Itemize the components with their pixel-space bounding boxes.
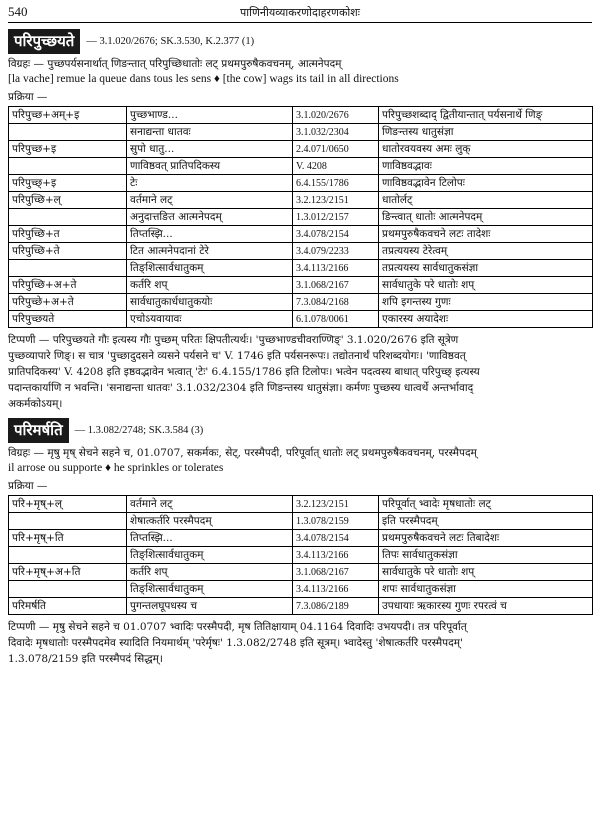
dictionary-entry: [8, 418, 592, 667]
table-row: [9, 496, 593, 513]
sutra-number-cell: 3.4.079/2233: [293, 243, 379, 260]
form-cell: परिपुच्छे+अ+ते: [9, 294, 127, 311]
sutra-number-cell: 3.1.068/2167: [293, 277, 379, 294]
form-cell: परिपुच्छ+अम्+इ: [9, 107, 127, 124]
sutra-references: — 1.3.082/2748; SK.3.584 (3): [74, 425, 204, 436]
derivation-table: [8, 106, 593, 328]
vigraha-line: विग्रहः — पुच्छपर्यसनार्थात् णिङन्तात् परिपुच्छिधातोः लट् प्रथमपुरुषैकवचनम्, आत्मनेपदम्: [8, 58, 342, 70]
entry-heading: [8, 418, 592, 443]
sutra-number-cell: 3.4.113/2166: [293, 547, 379, 564]
explanation-cell: सार्वधातुके परे धातोः शप्: [379, 277, 593, 294]
form-cell: [9, 209, 127, 226]
sutra-number-cell: 3.4.078/2154: [293, 530, 379, 547]
table-row: [9, 277, 593, 294]
form-cell: [9, 547, 127, 564]
running-title: पाणिनीयव्याकरणोदाहरणकोशः: [240, 6, 360, 19]
table-row: [9, 243, 593, 260]
explanation-cell: उपधायाः ऋकारस्य गुणः रपरत्वं च: [379, 598, 593, 615]
form-cell: परि+मृष्+ल्: [9, 496, 127, 513]
table-row: [9, 598, 593, 615]
commentary-note: [8, 332, 592, 412]
explanation-cell: शपः सार्वधातुकसंज्ञा: [379, 581, 593, 598]
sutra-number-cell: 3.4.113/2166: [293, 581, 379, 598]
page-header: [8, 4, 592, 23]
sutra-references: — 3.1.020/2676; SK.3.530, K.2.377 (1): [86, 36, 255, 47]
commentary-note: [8, 619, 592, 667]
sutra-cell: तिप्तस्झि...: [127, 226, 293, 243]
explanation-cell: परिपूर्वात् भ्वादेः मृषधातोः लट्: [379, 496, 593, 513]
sutra-cell: एचोऽयवायावः: [127, 311, 293, 328]
form-cell: [9, 581, 127, 598]
sutra-cell: पुच्छभाण्ड...: [127, 107, 293, 124]
headword: परिपुच्छयते: [8, 29, 80, 54]
sutra-cell: तिङ्शित्सार्वधातुकम्: [127, 547, 293, 564]
note-line: अकर्मकोऽयम्।: [8, 398, 63, 410]
sutra-cell: णाविष्ठवत् प्रातिपदिकस्य: [127, 158, 293, 175]
explanation-cell: एकारस्य अयादेशः: [379, 311, 593, 328]
vigraha-line: विग्रहः — मृषु मृष् सेचने सहने च, 01.0707, सकर्मकः, सेट्, परस्मैपदी, परिपूर्वात् धातोः लट् प्रथमपुरुषैकवचनम्, परस्मैपदम्: [8, 447, 477, 459]
table-row: [9, 581, 593, 598]
form-cell: [9, 513, 127, 530]
sutra-number-cell: 3.4.113/2166: [293, 260, 379, 277]
sutra-cell: तिङ्शित्सार्वधातुकम्: [127, 581, 293, 598]
sutra-number-cell: 3.2.123/2151: [293, 496, 379, 513]
table-row: [9, 564, 593, 581]
form-cell: परि+मृष्+ति: [9, 530, 127, 547]
explanation-cell: ङिन्त्वात् धातोः आत्मनेपदम्: [379, 209, 593, 226]
explanation-cell: सार्वधातुके परे धातोः शप्: [379, 564, 593, 581]
form-cell: परिपुच्छि+ते: [9, 243, 127, 260]
explanation-cell: णिङन्तस्य धातुसंज्ञा: [379, 124, 593, 141]
sutra-cell: टेः: [127, 175, 293, 192]
form-cell: परिपुच्छ+इ: [9, 141, 127, 158]
explanation-cell: धातोरवयवस्य अमः लुक्: [379, 141, 593, 158]
note-line: प्रातिपदिकस्य' V. 4208 इति इष्ठवद्भावेन भत्वात् 'टेः' 6.4.155/1786 इति टिलोपः। भत्वेन पदत्वस्य बाधात् परिपुच्छ् इत्यस्य: [8, 366, 480, 378]
table-row: [9, 530, 593, 547]
form-cell: परिपुच्छयते: [9, 311, 127, 328]
table-row: [9, 175, 593, 192]
sutra-number-cell: 7.3.084/2168: [293, 294, 379, 311]
prakriya-label: प्रक्रिया —: [8, 91, 48, 103]
sutra-cell: अनुदात्तङित आत्मनेपदम्: [127, 209, 293, 226]
explanation-cell: प्रथमपुरुषैकवचने लटः तादेशः: [379, 226, 593, 243]
sutra-number-cell: 3.4.078/2154: [293, 226, 379, 243]
form-cell: [9, 124, 127, 141]
sutra-cell: शेषात्कर्तरि परस्मैपदम्: [127, 513, 293, 530]
sutra-number-cell: V. 4208: [293, 158, 379, 175]
table-row: [9, 294, 593, 311]
prakriya-label: प्रक्रिया —: [8, 480, 48, 492]
table-row: [9, 124, 593, 141]
explanation-cell: तिपः सार्वधातुकसंज्ञा: [379, 547, 593, 564]
sutra-number-cell: 3.1.020/2676: [293, 107, 379, 124]
form-cell: परिपुच्छि+त: [9, 226, 127, 243]
sutra-cell: तिङ्शित्सार्वधातुकम्: [127, 260, 293, 277]
sutra-cell: वर्तमाने लट्: [127, 192, 293, 209]
sutra-number-cell: 6.1.078/0061: [293, 311, 379, 328]
table-row: [9, 141, 593, 158]
derivation-table: [8, 495, 593, 615]
page-number: 540: [8, 4, 28, 19]
table-row: [9, 513, 593, 530]
form-cell: परि+मृष्+अ+ति: [9, 564, 127, 581]
sutra-cell: तिप्तस्झि...: [127, 530, 293, 547]
sutra-number-cell: 3.1.032/2304: [293, 124, 379, 141]
table-row: [9, 226, 593, 243]
explanation-cell: तप्रत्ययस्य सार्वधातुकसंज्ञा: [379, 260, 593, 277]
form-cell: परिपुच्छि+अ+ते: [9, 277, 127, 294]
headword: परिमर्षति: [8, 418, 69, 443]
explanation-cell: धातोर्लट्: [379, 192, 593, 209]
translation-line: [la vache] remue la queue dans tous les sens ♦ [the cow] wags its tail in all directions: [8, 73, 399, 85]
note-line: पुच्छव्यापारे णिङ्। स चात्र 'पुच्छादुदसने व्यसने पर्यसने च' V. 1746 इति पर्यसनरूपः। तद्योतनार्थं परिशब्दयोगः। 'णाविष्ठवत्: [8, 350, 466, 362]
sutra-cell: सनाद्यन्ता धातवः: [127, 124, 293, 141]
sutra-cell: कर्तरि शप्: [127, 564, 293, 581]
form-cell: परिमर्षति: [9, 598, 127, 615]
note-line: दिवादेः मृषधातोः परस्मैपदमेव स्यादिति नियमार्थम् 'परेर्मृषः' 1.3.082/2748 इति सूत्रम्। भ्वादेस्तु 'शेषात्कर्तरि परस्मैपदम्': [8, 637, 463, 649]
table-row: [9, 311, 593, 328]
note-line: टिप्पणी — परिपुच्छयते गौः इत्यस्य गौः पुच्छम् परितः क्षिपतीत्यर्थः। 'पुच्छभाण्डचीवराण्णिङ्' 3.1.020/2676 इति सूत्रेण: [8, 334, 459, 346]
table-row: [9, 192, 593, 209]
table-row: [9, 158, 593, 175]
sutra-cell: सार्वधातुकार्धधातुकयोः: [127, 294, 293, 311]
sutra-number-cell: 3.1.068/2167: [293, 564, 379, 581]
sutra-cell: कर्तरि शप्: [127, 277, 293, 294]
note-line: टिप्पणी — मृषु सेचने सहने च 01.0707 भ्वादिः परस्मैपदी, मृष तितिक्षायाम् 04.1164 दिवादिः उभयपदी। तत्र परिपूर्वात्: [8, 621, 467, 633]
form-cell: [9, 158, 127, 175]
explanation-cell: णाविष्ठवद्भावः: [379, 158, 593, 175]
sutra-number-cell: 3.2.123/2151: [293, 192, 379, 209]
sutra-number-cell: 2.4.071/0650: [293, 141, 379, 158]
table-row: [9, 107, 593, 124]
table-row: [9, 260, 593, 277]
form-cell: परिपुच्छ्+इ: [9, 175, 127, 192]
sutra-cell: सुपो धातु...: [127, 141, 293, 158]
explanation-cell: परिपुच्छशब्दाद् द्वितीयान्तात् पर्यसनार्थे णिङ्: [379, 107, 593, 124]
table-row: [9, 209, 593, 226]
note-line: पदान्तकार्याणि न भवन्ति। 'सनाद्यन्ता धातवः' 3.1.032/2304 इति णिङन्तस्य धातुसंज्ञा। कर्मणः पुच्छस्य धात्वर्थे अन्तर्भावाद्: [8, 382, 474, 394]
note-line: 1.3.078/2159 इति परस्मैपदं सिद्धम्।: [8, 653, 163, 665]
entry-heading: [8, 29, 592, 54]
sutra-number-cell: 1.3.078/2159: [293, 513, 379, 530]
sutra-cell: वर्तमाने लट्: [127, 496, 293, 513]
explanation-cell: णाविष्ठवद्भावेन टिलोपः: [379, 175, 593, 192]
explanation-cell: प्रथमपुरुषैकवचने लटः तिबादेशः: [379, 530, 593, 547]
explanation-cell: तप्रत्ययस्य टेरेत्वम्: [379, 243, 593, 260]
sutra-number-cell: 1.3.012/2157: [293, 209, 379, 226]
form-cell: परिपुच्छि+ल्: [9, 192, 127, 209]
sutra-cell: पुगन्तलघूपधस्य च: [127, 598, 293, 615]
sutra-cell: टित आत्मनेपदानां टेरे: [127, 243, 293, 260]
sutra-number-cell: 7.3.086/2189: [293, 598, 379, 615]
explanation-cell: शपि इगन्तस्य गुणः: [379, 294, 593, 311]
table-row: [9, 547, 593, 564]
dictionary-entry: [8, 29, 592, 412]
translation-line: il arrose ou supporte ♦ he sprinkles or tolerates: [8, 462, 224, 474]
explanation-cell: इति परस्मैपदम्: [379, 513, 593, 530]
form-cell: [9, 260, 127, 277]
sutra-number-cell: 6.4.155/1786: [293, 175, 379, 192]
